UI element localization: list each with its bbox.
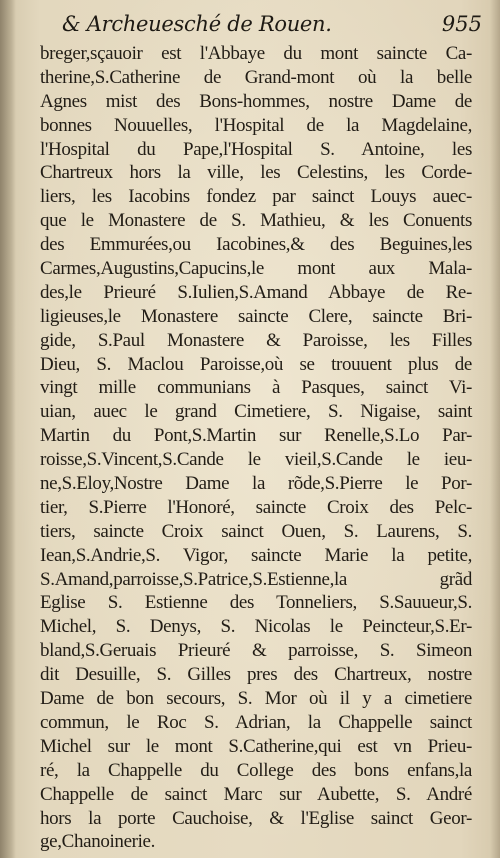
- text-line: Iean,S.Andrie,S. Vigor, saincte Marie la petite,: [40, 544, 472, 566]
- text-line: ligieuses,le Monastere saincte Clere, saincte Bri-: [40, 305, 472, 327]
- text-line: dit Desuille, S. Gilles pres des Chartreux, nostre: [40, 664, 472, 686]
- text-line: vingt mille communians à Pasques, sainct Vi-: [40, 377, 472, 399]
- page-edge-shadow: [490, 0, 500, 858]
- text-line: Michel sur le mont S.Catherine,qui est vn Prieu-: [40, 735, 472, 757]
- running-head: & Archeuesché de Rouen.: [62, 12, 332, 36]
- text-line: Eglise S. Estienne des Tonneliers, S.Sauueur,S.: [40, 592, 472, 614]
- text-line: Martin du Pont,S.Martin sur Renelle,S.Lo Par-: [40, 425, 472, 447]
- text-line: ré, la Chappelle du College des bons enfans,la: [40, 759, 472, 781]
- page-number: 955: [441, 12, 482, 36]
- text-line: bonnes Nouuelles, l'Hospital de la Magdelaine,: [40, 114, 472, 136]
- text-line: Dame de bon secours, S. Mor où il y a cimetiere: [40, 688, 472, 710]
- text-line: S.Amand,parroisse,S.Patrice,S.Estienne,la grãd: [40, 568, 472, 590]
- text-line: roisse,S.Vincent,S.Cande le vieil,S.Cande le ieu-: [40, 449, 472, 471]
- text-line: Dieu, S. Maclou Paroisse,où se trouuent plus de: [40, 353, 472, 375]
- text-line: uian, auec le grand Cimetiere, S. Nigaise, saint: [40, 401, 472, 423]
- text-line: hors la porte Cauchoise, & l'Eglise sainct Geor-: [40, 807, 472, 829]
- text-line: Chartreux hors la ville, les Celestins, les Corde-: [40, 162, 472, 184]
- text-line: des,le Prieuré S.Iulien,S.Amand Abbaye de Re-: [40, 281, 472, 303]
- text-line: tier, S.Pierre l'Honoré, saincte Croix des Pelc-: [40, 496, 472, 518]
- text-line: gide, S.Paul Monastere & Paroisse, les Filles: [40, 329, 472, 351]
- text-line: bland,S.Geruais Prieuré & parroisse, S. Simeon: [40, 640, 472, 662]
- text-line: ne,S.Eloy,Nostre Dame la rõde,S.Pierre le Por-: [40, 473, 472, 495]
- text-line: Michel, S. Denys, S. Nicolas le Peincteur,S.Er-: [40, 616, 472, 638]
- text-line: therine,S.Catherine de Grand-mont où la belle: [40, 66, 472, 88]
- page-gutter-shadow: [0, 0, 16, 858]
- text-line: commun, le Roc S. Adrian, la Chappelle sainct: [40, 711, 472, 733]
- body-text: [40, 42, 472, 854]
- text-line: Carmes,Augustins,Capucins,le mont aux Mala-: [40, 258, 472, 280]
- text-line: ge,Chanoinerie.: [40, 831, 156, 853]
- text-line: l'Hospital du Pape,l'Hospital S. Antoine, les: [40, 138, 472, 160]
- text-line: breger,sçauoir est l'Abbaye du mont saincte Ca-: [40, 43, 472, 64]
- text-line: tiers, saincte Croix sainct Ouen, S. Laurens, S.: [40, 520, 472, 542]
- page-header: [62, 10, 492, 40]
- text-line: liers, les Iacobins fondez par sainct Louys auec-: [40, 186, 472, 208]
- text-line: que le Monastere de S. Mathieu, & les Conuents: [40, 210, 472, 232]
- text-line: des Emmurées,ou Iacobines,& des Beguines,les: [40, 234, 472, 256]
- text-line: Agnes mist des Bons-hommes, nostre Dame de: [40, 90, 472, 112]
- text-line: Chappelle de sainct Marc sur Aubette, S. André: [40, 783, 472, 805]
